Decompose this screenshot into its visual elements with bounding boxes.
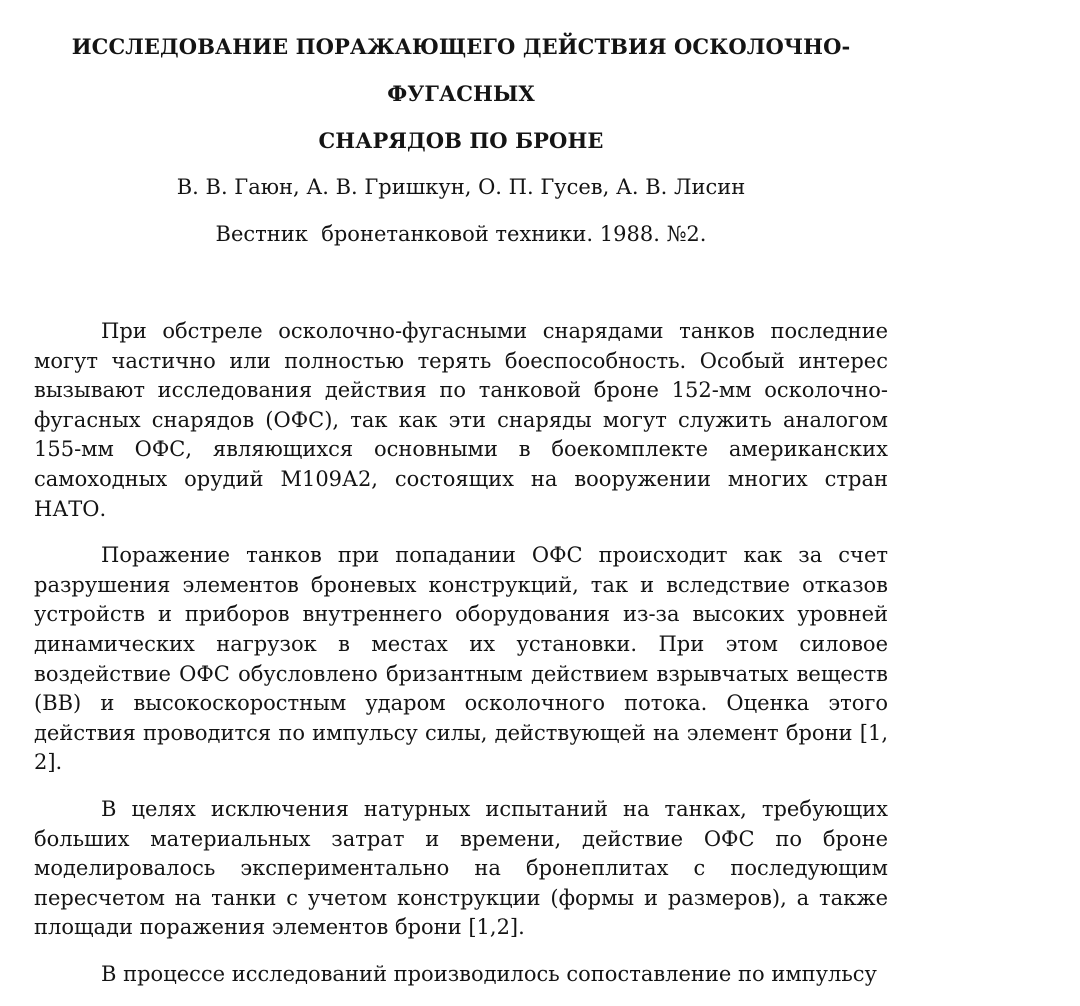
paragraph: Поражение танков при попадании ОФС происходит как за счет разрушения элементов броневых конструкций, так и вследствие отказов устройств и приборов внутреннего оборудования из-за высоких уровней динамических нагрузок в местах их установки. При этом силовое воздействие ОФС обусловлено бризантным действием взрывчатых веществ (ВВ) и высокоскоростным ударом осколочного потока. Оценка этого действия проводится по импульсу силы, действующей на элемент брони [1, 2]. — [34, 543, 888, 775]
paragraph-partial: В процессе исследований производилось сопоставление по импульсу — [101, 961, 877, 986]
article-authors: В. В. Гаюн, А. В. Гришкун, О. П. Гусев, А. В. Лисин — [176, 175, 746, 199]
paragraph: В целях исключения натурных испытаний на танках, требующих больших материальных затрат и времени, действие ОФС по броне моделировалось экспериментально на бронеплитах с последующим пересчетом на танки с учетом конструкции (формы и размеров), а также площади поражения элементов брони [1,2]. — [34, 796, 888, 940]
article-title — [34, 23, 888, 164]
paragraph: При обстреле осколочно-фугасными снарядами танков последние могут частично или полностью терять боеспособность. Особый интерес вызывают исследования действия по танковой броне 152-мм осколочно-фугасных снарядов (ОФС), так как эти снаряды могут служить аналогом 155-мм ОФС, являющихся основными в боекомплекте американских самоходных орудий М109А2, состоящих на вооружении многих стран НАТО. — [34, 319, 888, 521]
article-title-line-2: СНАРЯДОВ ПО БРОНЕ — [318, 128, 604, 153]
article-source: Вестник бронетанковой техники. 1988. №2. — [215, 222, 707, 246]
article-title-line-1: ИССЛЕДОВАНИЕ ПОРАЖАЮЩЕГО ДЕЙСТВИЯ ОСКОЛОЧНО-ФУГАСНЫХ — [71, 34, 851, 106]
article-body — [34, 317, 888, 989]
document-page — [34, 0, 888, 1006]
